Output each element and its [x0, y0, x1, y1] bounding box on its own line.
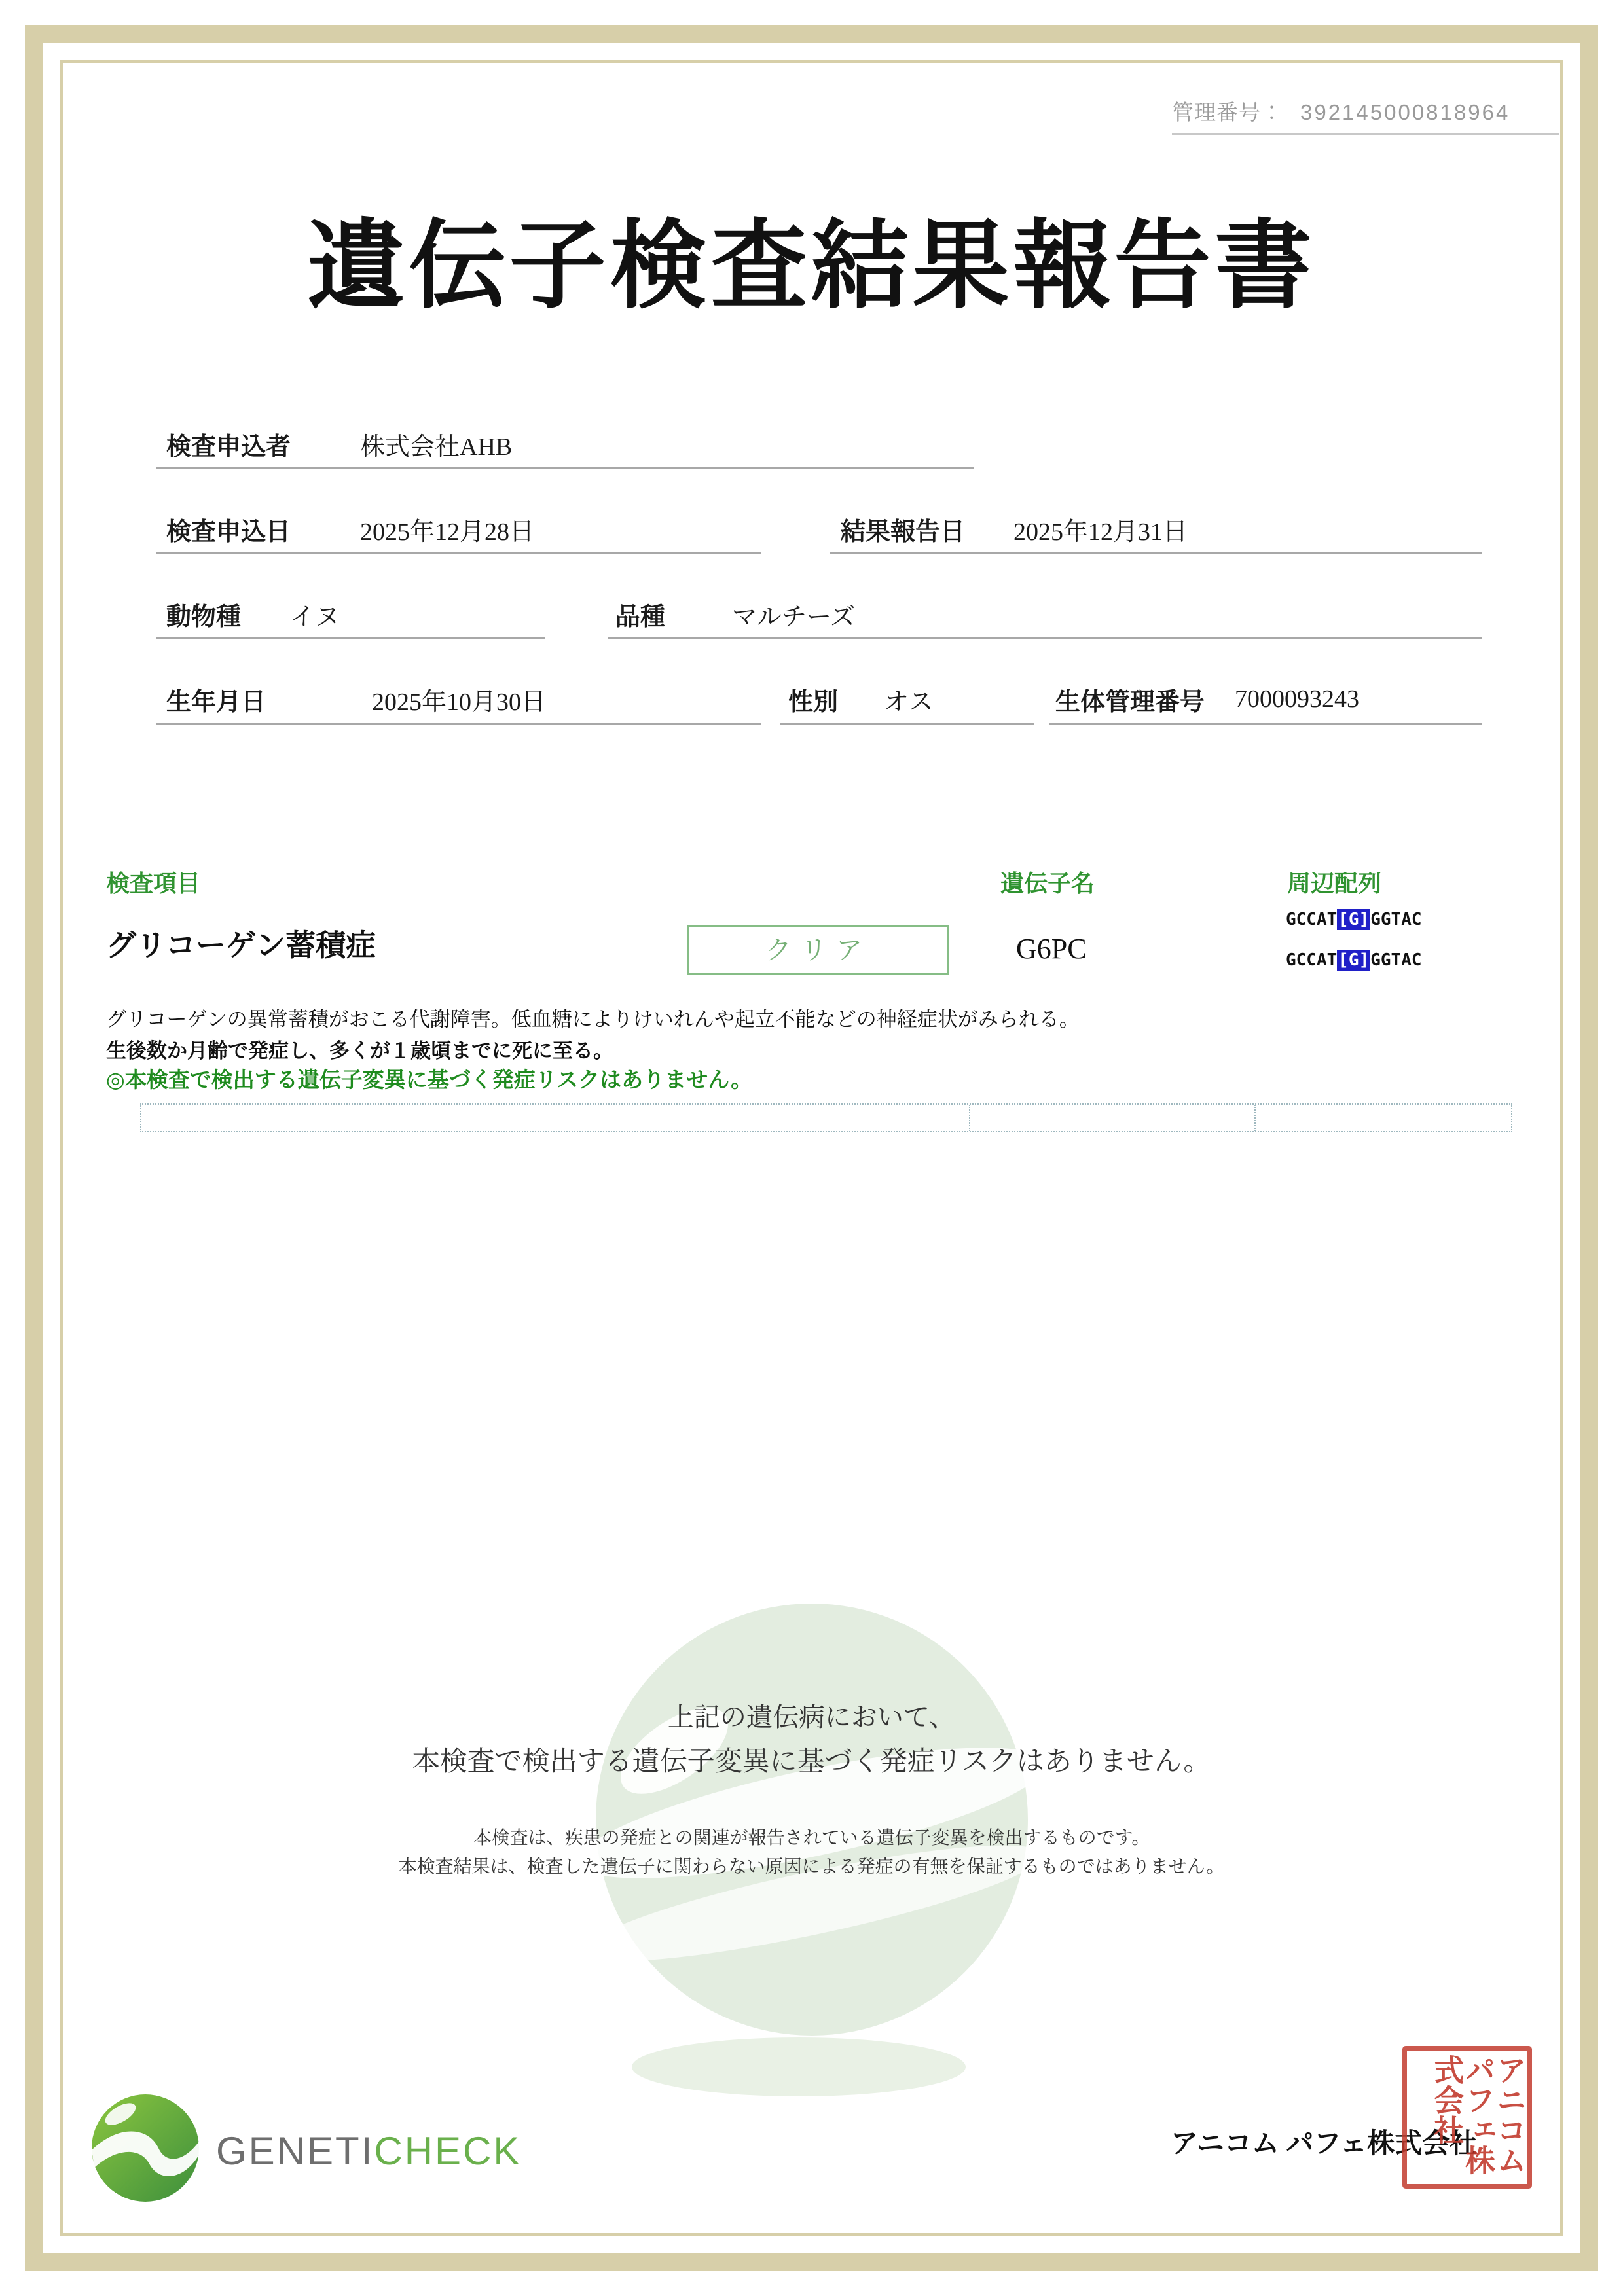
sex-value: オス	[884, 689, 934, 716]
animal-id-label: 生体管理番号	[1055, 689, 1205, 716]
page-title: 遺伝子検査結果報告書	[307, 213, 1316, 321]
species-label: 動物種	[166, 603, 242, 631]
animal-id-field	[1049, 682, 1482, 725]
sequence-line-2	[1286, 950, 1422, 970]
animal-id-value: 7000093243	[1235, 685, 1359, 713]
summary-note-1: 本検査は、疾患の発症との関連が報告されている遺伝子変異を検出するものです。	[473, 1827, 1150, 1848]
sequence-suffix: GGTAC	[1370, 910, 1422, 929]
company-name: アニコム パフェ株式会社	[1171, 2129, 1478, 2159]
applicant-value: 株式会社AHB	[360, 433, 513, 461]
species-field	[156, 597, 545, 639]
sequence-line-1	[1286, 910, 1422, 929]
logo-text-geneti: GENETI	[216, 2129, 374, 2173]
empty-result-row	[140, 1103, 1512, 1132]
birth-date-field	[156, 682, 761, 725]
dotted-column-divider-1	[969, 1105, 970, 1131]
company-seal-stamp: アニコムパフェ株式会社	[1402, 2046, 1532, 2189]
report-date-field	[830, 512, 1482, 554]
risk-note: ◎本検査で検出する遺伝子変異に基づく発症リスクはありません。	[106, 1069, 753, 1092]
disease-description-line2: 生後数か月齢で発症し、多くが１歳頃までに死に至る。	[106, 1039, 613, 1062]
results-header-gene: 遺伝子名	[1000, 870, 1095, 897]
breed-value: マルチーズ	[732, 603, 856, 631]
results-header-item: 検査項目	[106, 870, 201, 897]
report-date-label: 結果報告日	[841, 518, 966, 546]
management-number-value: 392145000818964	[1300, 100, 1510, 124]
logo-text-check: CHECK	[374, 2129, 522, 2173]
status-clear-box: クリア	[687, 925, 949, 975]
geneticheck-logo-icon	[86, 2088, 204, 2206]
breed-field	[608, 597, 1482, 639]
breed-label: 品種	[615, 603, 666, 631]
disease-description-line1: グリコーゲンの異常蓄積がおこる代謝障害。低血糖によりけいれんや起立不能などの神経症状がみられる。	[106, 1008, 1080, 1031]
report-date-value: 2025年12月31日	[1013, 518, 1188, 546]
dotted-column-divider-2	[1254, 1105, 1256, 1131]
applicant-field	[156, 427, 974, 469]
birth-date-value: 2025年10月30日	[372, 689, 547, 716]
sequence-prefix: GCCAT	[1286, 950, 1338, 970]
management-number-row	[1172, 96, 1559, 135]
apply-date-field	[156, 512, 761, 554]
results-header-sequence: 周辺配列	[1287, 870, 1382, 897]
sequence-prefix: GCCAT	[1286, 910, 1338, 929]
sequence-variant: [G]	[1338, 950, 1370, 970]
geneticheck-logo-text	[216, 2128, 521, 2174]
birth-date-label: 生年月日	[166, 689, 266, 716]
disease-name: グリコーゲン蓄積症	[106, 929, 376, 962]
sex-label: 性別	[788, 689, 839, 716]
species-value: イヌ	[290, 603, 340, 631]
summary-note-2: 本検査結果は、検査した遺伝子に関わらない原因による発症の有無を保証するものではありません。	[398, 1856, 1225, 1876]
gene-name: G6PC	[1016, 933, 1087, 965]
summary-line-2: 本検査で検出する遺伝子変異に基づく発症リスクはありません。	[412, 1746, 1211, 1776]
management-number-label: 管理番号：	[1172, 100, 1283, 124]
applicant-label: 検査申込者	[166, 433, 291, 461]
apply-date-label: 検査申込日	[166, 518, 291, 546]
sequence-variant: [G]	[1338, 910, 1370, 929]
sequence-suffix: GGTAC	[1370, 950, 1422, 970]
sex-field	[780, 682, 1034, 725]
summary-line-1: 上記の遺伝病において、	[667, 1703, 956, 1732]
apply-date-value: 2025年12月28日	[360, 518, 535, 546]
